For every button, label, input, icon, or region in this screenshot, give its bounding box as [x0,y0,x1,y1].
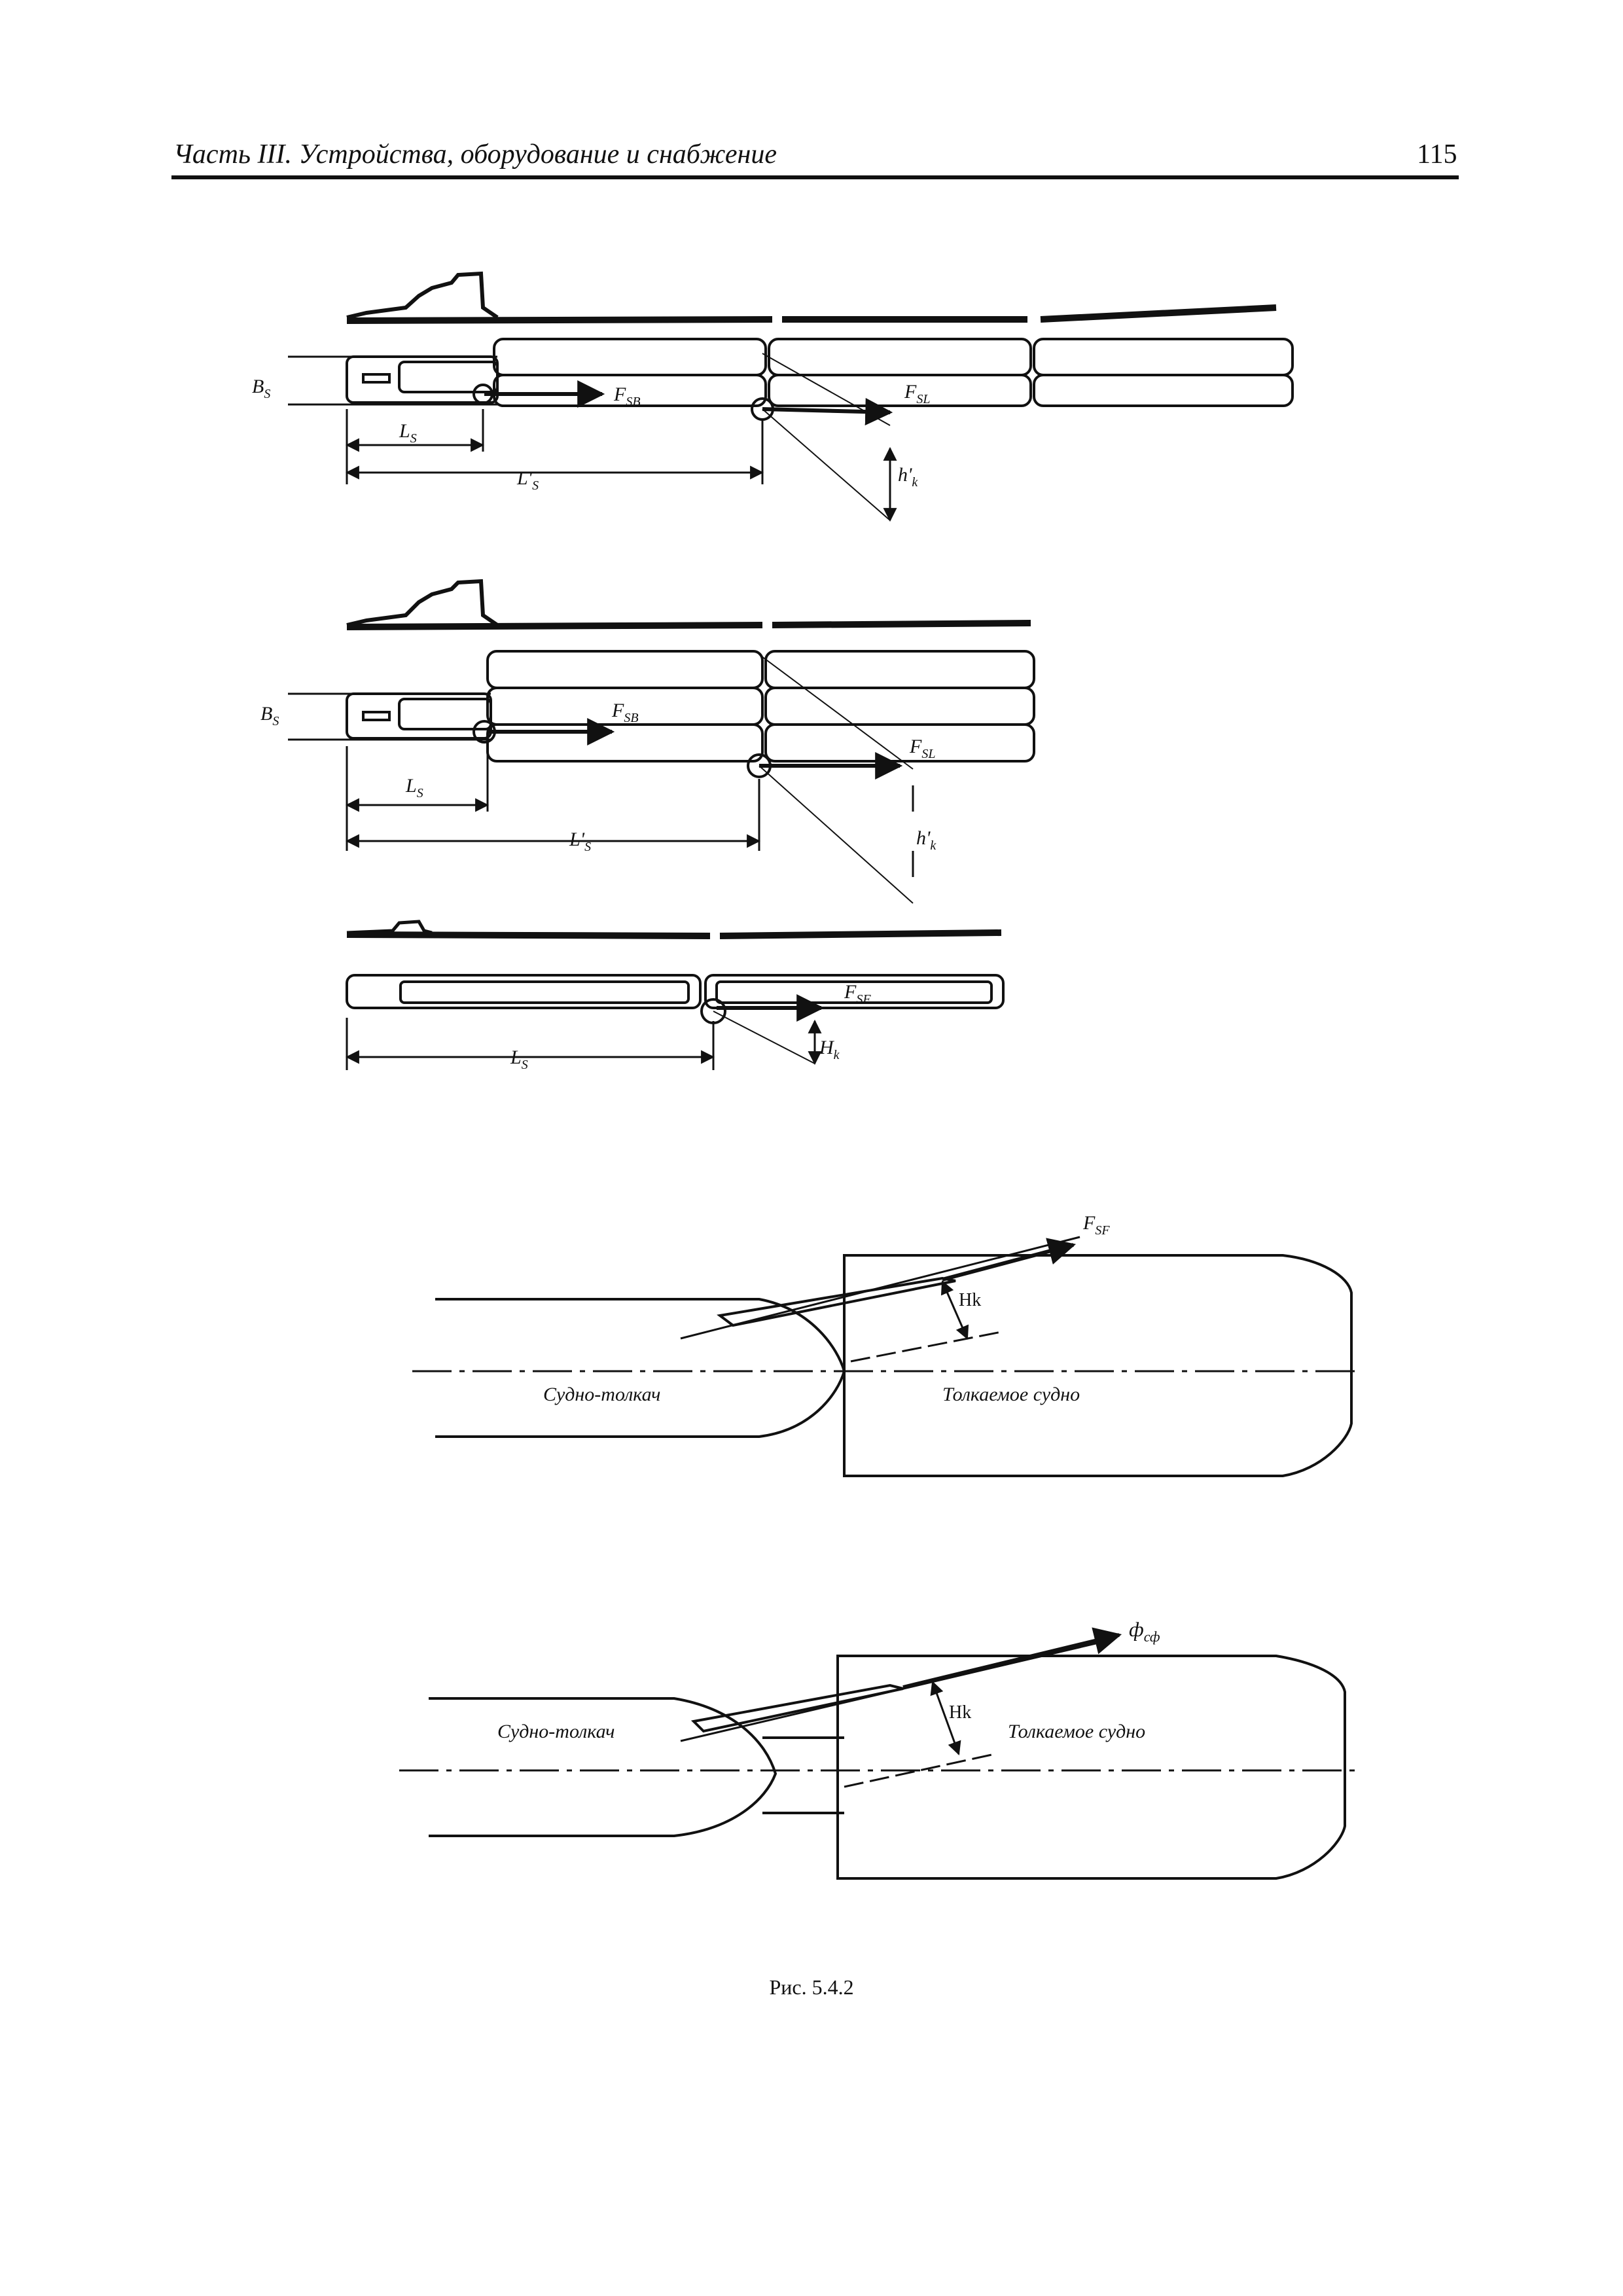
diagram-2-dimensions [288,655,913,903]
d1-fsl-label: $F_{SL}$ [904,381,931,406]
d1-hk-label: $h'_k$ [898,464,918,490]
d1-lps-label: $L'_S$ [517,467,539,493]
d2-ls-label: $L_S$ [406,775,423,800]
d4-force-label: $F_{SF}$ [1083,1212,1110,1238]
diagram-1-dimensions [288,353,890,520]
diagram-5-pusher-hull [429,1698,844,1836]
d5-force-label: $ф_{сф}$ [1129,1617,1160,1645]
d4-pusher-label: Судно-толкач [543,1384,661,1405]
d2-fsl-label: $F_{SL}$ [910,736,936,761]
d3-ls-label: $L_S$ [510,1047,528,1072]
diagram-1-plan-view [347,339,1293,420]
diagram-3-plan-view [347,975,1003,1023]
d4-pushed-label: Толкаемое судно [942,1384,1080,1405]
diagram-5-pushed-hull [838,1656,1345,1878]
d1-ls-label: $L_S$ [399,420,417,446]
d2-fsb-label: $F_{SB}$ [612,700,639,725]
diagram-4-pusher-hull [435,1299,844,1437]
diagram-2-side-view [347,581,1031,627]
d1-bs-label: $B_S$ [252,376,271,401]
force-fsl-arrow [762,409,890,412]
d4-hk-label: Hk [959,1290,982,1310]
diagram-1-side-view [347,274,1276,321]
d2-lps-label: $L'_S$ [569,829,592,854]
diagram-1-force-arrows [484,394,890,412]
running-header-title: Часть III. Устройства, оборудование и снабжение [173,139,777,170]
figure-caption: Рис. 5.4.2 [769,1975,854,1999]
d3-hk-label: $H_k$ [819,1037,840,1062]
d5-force-arrow [903,1635,1119,1687]
d4-force-arrow [942,1245,1073,1280]
d5-pushed-label: Толкаемое судно [1008,1721,1146,1742]
page-number: 115 [1417,139,1457,170]
d5-pusher-label: Судно-толкач [497,1721,615,1742]
d3-fsf-label: $F_{SF}$ [844,981,871,1007]
d1-fsb-label: $F_{SB}$ [614,384,641,409]
d5-hk-label: Hk [949,1702,972,1723]
diagram-3-side-view [347,922,1001,936]
d5-coupling-bar [681,1640,1113,1787]
d2-hk-label: $h'_k$ [916,827,936,853]
diagram-3-dimensions [347,1011,815,1070]
d2-bs-label: $B_S$ [260,703,279,728]
